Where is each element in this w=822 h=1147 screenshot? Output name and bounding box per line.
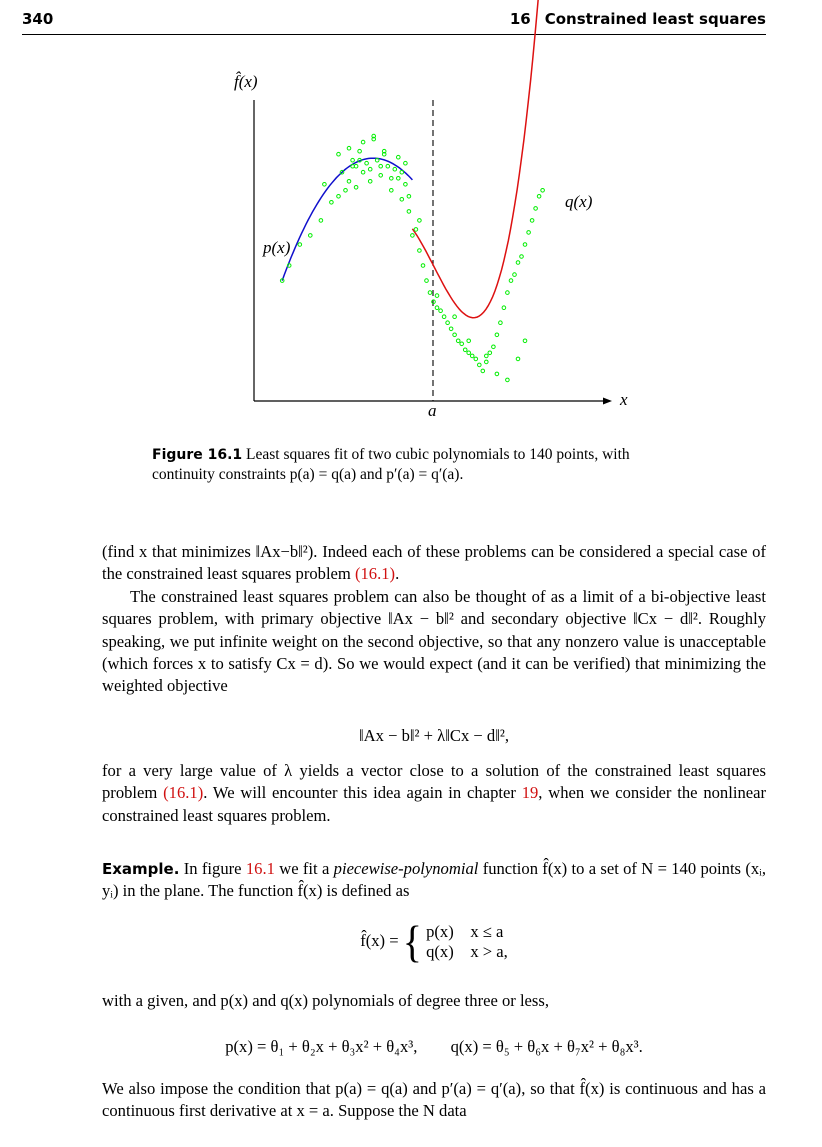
data-point — [530, 219, 534, 223]
data-point — [478, 363, 482, 367]
data-point — [400, 170, 404, 174]
data-point — [365, 161, 369, 165]
data-point — [309, 234, 313, 238]
data-point — [323, 183, 327, 187]
data-point — [344, 189, 348, 193]
data-point — [506, 378, 510, 382]
equation-weighted-objective: ‖Ax − b‖² + λ‖Cx − d‖², — [359, 726, 509, 745]
data-point — [319, 219, 323, 223]
data-point — [516, 261, 520, 265]
data-point — [347, 180, 351, 184]
chapter-ref-19[interactable]: 19 — [521, 783, 539, 803]
figure-caption — [152, 445, 742, 484]
data-point — [449, 327, 453, 331]
equation-lhs: f̂(x) = — [360, 930, 399, 950]
caption-line-2: continuity constraints p(a) = q(a) and p′(a) = q′(a). — [152, 466, 464, 483]
data-point — [513, 273, 517, 277]
data-point — [393, 167, 397, 171]
data-point — [418, 219, 422, 223]
example-label: Example. — [102, 860, 180, 878]
data-point — [453, 315, 457, 319]
x-axis-arrow — [603, 398, 612, 405]
piecewise-polynomial-emphasis: piecewise-polynomial — [333, 859, 479, 878]
data-point — [337, 195, 341, 199]
paragraph-5: with a given, and p(x) and q(x) polynomials of degree three or less, — [102, 991, 549, 1010]
equation-cases — [426, 922, 508, 962]
equation-case-2: q(x) x > a, — [426, 942, 508, 961]
paragraph-1-text-a: (find x that minimizes ‖Ax−b‖²). Indeed each of these problems can be considered — [102, 542, 652, 561]
figure-label: Figure 16.1 — [152, 447, 243, 463]
figure-16-1-plot — [0, 0, 822, 440]
data-point — [495, 372, 499, 376]
data-point — [435, 306, 439, 310]
data-point — [541, 189, 545, 193]
equation-ref-16-1-second[interactable]: (16.1) — [163, 783, 204, 803]
data-point — [337, 152, 341, 156]
data-point — [446, 321, 450, 325]
data-point — [397, 155, 401, 159]
data-point — [516, 357, 520, 361]
a-tick-label: a — [428, 401, 437, 420]
data-point — [397, 177, 401, 181]
data-point — [428, 291, 432, 295]
plot-axes — [254, 100, 612, 405]
data-point — [418, 249, 422, 253]
paragraph-1: (find x that minimizes ‖Ax−b‖²). Indeed each of these problems can be considered a special case of the constrained least squares problem (16.1). — [102, 542, 766, 584]
data-point — [527, 231, 531, 235]
data-point — [368, 167, 372, 171]
data-point — [467, 339, 471, 343]
data-point — [379, 164, 383, 168]
data-point — [379, 174, 383, 178]
chapter-number: 16 — [509, 10, 531, 28]
x-axis-label: x — [620, 390, 628, 409]
paragraph-4-text-c: function f̂(x) to a set of N = 140 points (xᵢ, yᵢ) in the plane. The function f̂(x) is defined as — [102, 859, 767, 901]
equation-polynomials: p(x) = θ₁ + θ₂x + θ₃x² + θ₄x³, q(x) = θ₅ + θ₆x + θ₇x² + θ₈x³. — [225, 1037, 643, 1056]
data-point — [523, 243, 527, 247]
data-point — [495, 333, 499, 337]
data-point — [474, 357, 478, 361]
paragraph-2: The constrained least squares problem can also be thought of as a limit of a bi-objective least squares problem, with primary objective ‖Ax − b‖² and secondary objective ‖Cx − d‖². Roughly speaking, we put infinite weight on the second objective, so that any nonzero value is unacceptable (which forces x to satisfy Cx = d). So we would expect (and it can be verified) that minimizing the weighted objective — [102, 587, 766, 696]
data-point — [453, 333, 457, 337]
data-point — [358, 149, 362, 153]
data-point — [520, 255, 524, 259]
data-point — [435, 294, 439, 298]
paragraph-3 — [102, 760, 766, 827]
data-point — [404, 183, 408, 187]
data-point — [425, 279, 429, 283]
data-point — [404, 161, 408, 165]
equation-ref-16-1[interactable]: (16.1) — [354, 564, 396, 584]
data-point — [407, 195, 411, 199]
data-point — [361, 140, 365, 144]
data-point — [411, 234, 415, 238]
data-point — [460, 342, 464, 346]
data-point — [456, 339, 460, 343]
figure-ref-16-1[interactable]: 16.1 — [245, 859, 275, 878]
data-point — [537, 195, 541, 199]
chapter-title: Constrained least squares — [544, 10, 766, 28]
data-point — [502, 306, 506, 310]
data-point — [400, 198, 404, 202]
data-point — [485, 360, 489, 364]
y-axis-label: f̂(x) — [234, 72, 258, 91]
data-point — [354, 186, 358, 190]
page-number: 340 — [22, 10, 54, 28]
caption-line-1: Least squares fit of two cubic polynomials to 140 points, with — [246, 446, 630, 463]
data-point — [481, 369, 485, 373]
data-point — [368, 180, 372, 184]
data-point — [390, 189, 394, 193]
data-point — [298, 243, 302, 247]
data-point — [467, 351, 471, 355]
data-point — [509, 279, 513, 283]
q-curve-label: q(x) — [565, 192, 593, 211]
data-point — [485, 354, 489, 358]
paragraph-4-text-b: we fit a — [279, 859, 330, 878]
paragraph-1-text-b: a special case of the constrained least squares problem — [102, 542, 766, 584]
data-point — [534, 207, 538, 211]
paragraph-3-text-b: . We will encounter this idea again in chapter — [203, 783, 516, 803]
equation-case-1: p(x) x ≤ a — [426, 922, 504, 941]
paragraph-4-text-a: In figure — [183, 859, 242, 878]
data-point — [361, 170, 365, 174]
paragraph-6: We also impose the condition that p(a) = q(a) and p′(a) = q′(a), so that f̂(x) is continuous and has a continuous first derivative at x = a. Suppose the N data — [102, 1079, 766, 1121]
data-point — [492, 345, 496, 349]
data-point — [421, 264, 425, 268]
data-point — [499, 321, 503, 325]
brace-symbol: { — [402, 916, 422, 967]
data-point — [488, 351, 492, 355]
data-point — [386, 164, 390, 168]
data-point — [407, 210, 411, 214]
p-curve — [282, 158, 412, 280]
data-point — [414, 228, 418, 232]
data-point — [439, 309, 443, 313]
data-point — [506, 291, 510, 295]
data-point — [463, 348, 467, 352]
data-point — [523, 339, 527, 343]
data-point — [351, 158, 355, 162]
data-point — [330, 201, 334, 205]
paragraph-3-text-a: for a very large value of λ yields a vector close to a solution of the constrained least squares problem — [102, 761, 766, 803]
paragraph-example — [102, 858, 766, 903]
equation-piecewise-definition — [102, 916, 766, 967]
data-point — [470, 354, 474, 358]
data-point — [347, 146, 351, 150]
data-point — [390, 177, 394, 181]
data-point — [442, 315, 446, 319]
paragraph-3-text-c: , when we consider the nonlinear constrained least squares problem. — [102, 783, 766, 825]
p-curve-label: p(x) — [263, 238, 291, 257]
